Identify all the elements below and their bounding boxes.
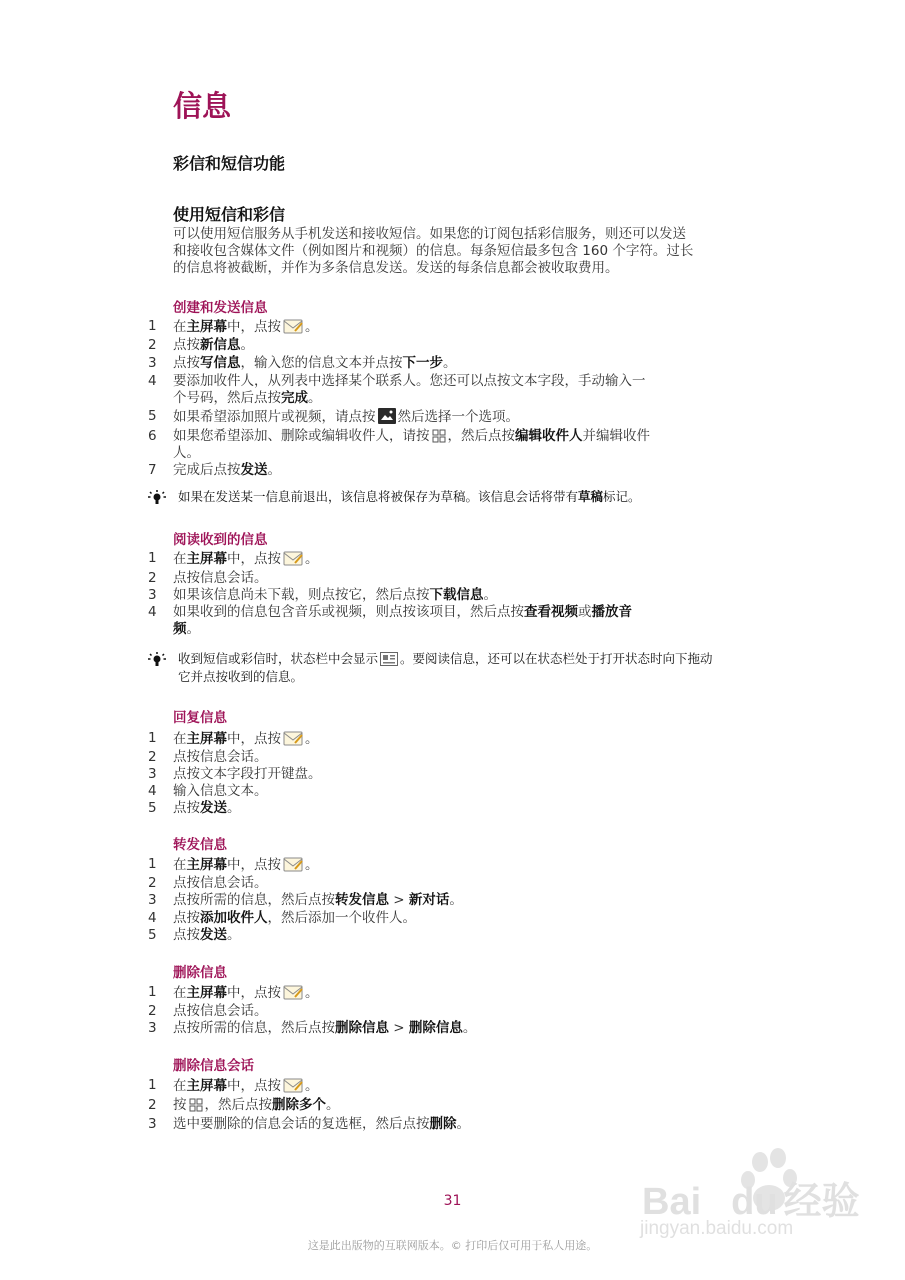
messaging-icon <box>283 1077 303 1093</box>
ui-term: 写信息 <box>200 355 241 371</box>
ui-term: 主屏幕 <box>186 985 227 1001</box>
step-text: 点按信息会话。 <box>173 749 268 765</box>
ui-term: 下一步 <box>402 355 443 371</box>
step-text: 。 <box>462 1020 477 1036</box>
page-title: 信息 <box>173 89 232 123</box>
step-item <box>148 373 768 407</box>
step-text: 。 <box>267 462 281 478</box>
step-item <box>148 1116 768 1133</box>
step-text: 点按信息会话。 <box>173 1003 268 1019</box>
step-item <box>148 570 768 587</box>
ui-term: 主屏幕 <box>186 319 227 335</box>
step-number: 2 <box>148 337 157 353</box>
tip-text: 。要阅读信息，还可以在状态栏处于打开状态时向下拖动 <box>400 651 713 666</box>
ui-term: 删除信息 <box>408 1020 463 1036</box>
step-text: 。 <box>449 892 463 908</box>
step-item <box>148 783 768 800</box>
step-item <box>148 730 768 748</box>
footer-notice: 这是此出版物的互联网版本。© 打印后仅可用于私人用途。 <box>307 1239 598 1252</box>
step-text: 点按所需的信息，然后点按 <box>173 1020 335 1036</box>
step-number: 2 <box>148 1003 157 1019</box>
step-text: 点按信息会话。 <box>173 875 268 891</box>
step-item <box>148 984 768 1002</box>
tip-text: 收到短信或彩信时，状态栏中会显示 <box>178 651 379 666</box>
step-item <box>148 1097 768 1114</box>
tip-icon <box>148 652 166 668</box>
subsection-title: 使用短信和彩信 <box>173 205 286 224</box>
step-number: 4 <box>148 373 157 389</box>
step-text: 如果希望添加照片或视频，请点按 <box>173 409 376 425</box>
step-item <box>148 749 768 766</box>
step-text: 按 <box>173 1097 187 1113</box>
ui-term: 发送 <box>200 800 227 816</box>
step-text: 人。 <box>173 445 200 461</box>
step-item <box>148 604 768 638</box>
step-item <box>148 766 768 783</box>
step-text: 如果该信息尚未下载，则点按它，然后点按 <box>173 587 430 603</box>
ui-term: 主屏幕 <box>186 1078 227 1094</box>
step-number: 1 <box>148 984 157 1000</box>
ui-term: 主屏幕 <box>186 857 227 873</box>
step-text: 。 <box>308 390 322 406</box>
step-text: 在 <box>173 985 187 1001</box>
step-item <box>148 428 768 462</box>
step-text: 个号码，然后点按 <box>173 390 281 406</box>
ui-term: 新信息 <box>200 337 241 353</box>
step-text: ，然后添加一个收件人。 <box>267 910 416 926</box>
step-text: 在 <box>173 857 187 873</box>
step-text: 然后选择一个选项。 <box>397 409 519 425</box>
step-text: ，然后点按 <box>204 1097 272 1113</box>
step-item <box>148 587 768 604</box>
page-number: 31 <box>443 1193 462 1209</box>
step-text: 。 <box>483 587 497 603</box>
step-item <box>148 1077 768 1095</box>
step-text: 点按信息会话。 <box>173 570 268 586</box>
ui-term: 主屏幕 <box>186 731 227 747</box>
step-text: 点按 <box>173 910 200 926</box>
step-number: 2 <box>148 875 157 891</box>
step-item <box>148 550 768 568</box>
step-number: 1 <box>148 1077 157 1093</box>
step-item <box>148 462 768 479</box>
intro-line: 可以使用短信服务从手机发送和接收短信。如果您的订阅包括彩信服务，则还可以发送 <box>173 226 686 242</box>
ui-term: 删除 <box>429 1116 457 1132</box>
ui-term: 播放音 <box>591 604 632 620</box>
step-text: 。 <box>305 1078 319 1094</box>
messaging-icon <box>283 550 303 566</box>
step-item <box>148 800 768 817</box>
ui-term: 删除信息 <box>335 1020 389 1036</box>
step-number: 1 <box>148 856 157 872</box>
tip-note <box>148 488 768 506</box>
step-text: 。 <box>240 337 254 353</box>
step-text: 。 <box>227 800 241 816</box>
step-text: 点按 <box>173 337 200 353</box>
step-number: 6 <box>148 428 157 444</box>
step-text: 。 <box>456 1116 470 1132</box>
step-text: > <box>389 892 409 908</box>
ui-term: 完成 <box>281 390 308 406</box>
step-text: 在 <box>173 551 187 567</box>
step-text: 中，点按 <box>227 731 281 747</box>
step-text: 。 <box>305 551 319 567</box>
notification-icon <box>380 652 398 666</box>
step-item <box>148 856 768 874</box>
intro-line: 和接收包含媒体文件（例如图片和视频）的信息。每条短信最多包含 160 个字符。过长 <box>173 243 694 259</box>
step-number: 4 <box>148 604 157 620</box>
watermark-brand-2: du <box>731 1181 778 1223</box>
ui-term: 主屏幕 <box>186 551 227 567</box>
step-text: 或 <box>578 604 592 620</box>
step-text: 。 <box>305 857 319 873</box>
step-text: 。 <box>186 621 200 637</box>
step-item <box>148 892 768 909</box>
tip-icon <box>148 490 166 506</box>
step-text: 如果收到的信息包含音乐或视频，则点按该项目，然后点按 <box>173 604 524 620</box>
tip-note <box>148 650 768 686</box>
step-text: 点按 <box>173 355 200 371</box>
heading-read: 阅读收到的信息 <box>173 532 268 548</box>
step-item <box>148 910 768 927</box>
tip-text: 标记。 <box>603 489 641 504</box>
step-number: 2 <box>148 749 157 765</box>
ui-term: 频 <box>173 621 187 637</box>
step-text: 点按 <box>173 800 200 816</box>
step-item <box>148 318 768 336</box>
step-number: 3 <box>148 587 157 603</box>
ui-term: 新对话 <box>408 892 450 908</box>
step-text: 。 <box>326 1097 340 1113</box>
watermark-cn: 经验 <box>783 1181 860 1223</box>
menu-icon <box>189 1098 203 1112</box>
step-text: 如果您希望添加、删除或编辑收件人，请按 <box>173 428 430 444</box>
step-item <box>148 875 768 892</box>
ui-term: 添加收件人 <box>200 910 268 926</box>
intro-line: 的信息将被截断，并作为多条信息发送。发送的每条信息都会被收取费用。 <box>173 260 619 276</box>
step-text: 完成后点按 <box>173 462 241 478</box>
ui-term: 编辑收件人 <box>515 428 583 444</box>
heading-create-send: 创建和发送信息 <box>173 300 268 316</box>
step-text: 在 <box>173 319 187 335</box>
intro-paragraph <box>173 226 763 277</box>
step-text: 。 <box>305 731 319 747</box>
heading-forward: 转发信息 <box>173 837 227 853</box>
step-item <box>148 355 768 372</box>
step-number: 1 <box>148 318 157 334</box>
ui-term: 下载信息 <box>429 587 484 603</box>
step-text: > <box>389 1020 409 1036</box>
step-text: 并编辑收件 <box>582 428 650 444</box>
step-text: 。 <box>227 927 241 943</box>
step-number: 5 <box>148 800 157 816</box>
step-item <box>148 337 768 354</box>
ui-term: 查看视频 <box>524 604 578 620</box>
messaging-icon <box>283 984 303 1000</box>
messaging-icon <box>283 730 303 746</box>
ui-term: 转发信息 <box>335 892 389 908</box>
tip-text: 它并点按收到的信息。 <box>178 669 304 684</box>
step-number: 3 <box>148 1116 157 1132</box>
step-text: 点按 <box>173 927 200 943</box>
step-text: 中，点按 <box>227 1078 281 1094</box>
media-icon <box>378 408 396 424</box>
heading-reply: 回复信息 <box>173 710 227 726</box>
ui-term: 草稿 <box>578 489 604 504</box>
step-text: 要添加收件人，从列表中选择某个联系人。您还可以点按文本字段，手动输入一 <box>173 373 646 389</box>
step-text: 中，点按 <box>227 551 281 567</box>
watermark-url: jingyan.baidu.com <box>640 1218 794 1239</box>
step-number: 4 <box>148 783 157 799</box>
heading-delete-conversation: 删除信息会话 <box>173 1058 254 1074</box>
step-number: 5 <box>148 927 157 943</box>
step-number: 7 <box>148 462 157 478</box>
step-text: 选中要删除的信息会话的复选框，然后点按 <box>173 1116 430 1132</box>
step-text: 。 <box>305 985 319 1001</box>
ui-term: 发送 <box>200 927 227 943</box>
step-text: 。 <box>443 355 457 371</box>
messaging-icon <box>283 856 303 872</box>
step-text: 中，点按 <box>227 857 281 873</box>
menu-icon <box>432 429 446 443</box>
step-number: 3 <box>148 892 157 908</box>
step-text: 点按文本字段打开键盘。 <box>173 766 322 782</box>
step-text: 。 <box>305 319 319 335</box>
section-title: 彩信和短信功能 <box>173 154 286 173</box>
step-text: ，然后点按 <box>447 428 515 444</box>
step-number: 3 <box>148 766 157 782</box>
step-text: ，输入您的信息文本并点按 <box>240 355 403 371</box>
step-item <box>148 408 768 426</box>
ui-term: 删除多个 <box>272 1097 326 1113</box>
step-number: 2 <box>148 1097 157 1113</box>
step-item <box>148 927 768 944</box>
step-item <box>148 1003 768 1020</box>
step-item <box>148 1020 768 1037</box>
step-text: 在 <box>173 1078 187 1094</box>
step-text: 中，点按 <box>227 985 281 1001</box>
messaging-icon <box>283 318 303 334</box>
watermark-brand: Bai <box>642 1181 702 1223</box>
step-text: 点按所需的信息，然后点按 <box>173 892 335 908</box>
step-text: 输入信息文本。 <box>173 783 268 799</box>
tip-text: 如果在发送某一信息前退出，该信息将被保存为草稿。该信息会话将带有 <box>178 489 579 504</box>
step-text: 在 <box>173 731 187 747</box>
step-number: 1 <box>148 730 157 746</box>
watermark-logo <box>640 1140 870 1250</box>
heading-delete: 删除信息 <box>173 965 227 981</box>
step-number: 4 <box>148 910 157 926</box>
step-text: 中，点按 <box>227 319 281 335</box>
step-number: 3 <box>148 1020 157 1036</box>
step-number: 2 <box>148 570 157 586</box>
ui-term: 发送 <box>240 462 268 478</box>
step-number: 5 <box>148 408 157 424</box>
step-number: 1 <box>148 550 157 566</box>
step-number: 3 <box>148 355 157 371</box>
